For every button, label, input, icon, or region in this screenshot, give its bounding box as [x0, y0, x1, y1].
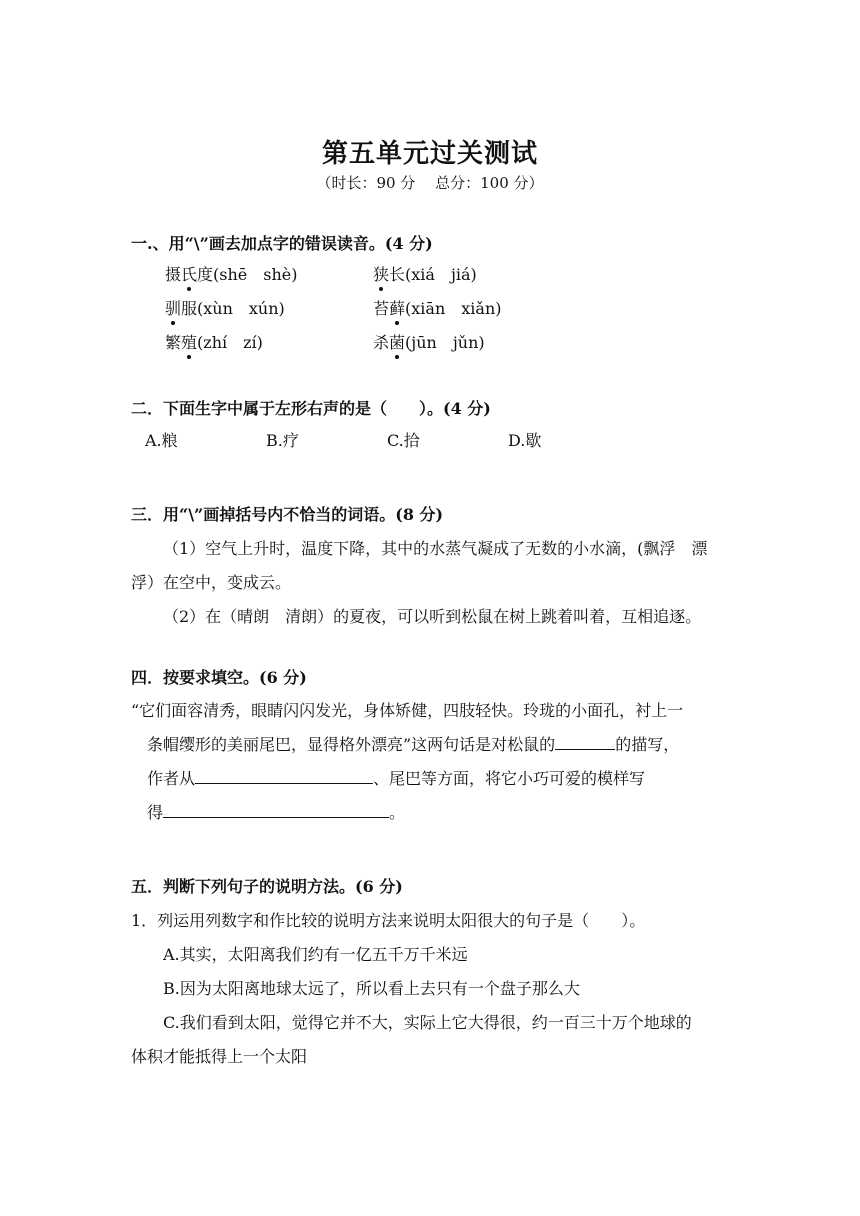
q4-line-3	[147, 766, 645, 789]
q1-item-1-post: 度(shē shè)	[197, 265, 298, 284]
q5-question-1-pre: 1．列运用列数字和作比较的说明方法来说明太阳很大的句子是（	[131, 911, 590, 930]
q5-option-c-line-2: 体积才能抵得上一个太阳	[131, 1047, 308, 1066]
q1-item-6-pre: 杀	[373, 333, 390, 352]
q4-line-4	[147, 800, 405, 823]
q2-option-b: B.疗	[266, 431, 299, 450]
q1-item-6-post: (jūn jǔn)	[405, 333, 485, 352]
q3-line-3: （2）在（晴朗 清朗）的夏夜，可以听到松鼠在树上跳着叫着，互相追逐。	[163, 607, 702, 626]
q4-line-1: “它们面容清秀，眼睛闪闪发光，身体矫健，四肢轻快。玲珑的小面孔，衬上一	[131, 701, 684, 720]
q1-item-5	[165, 330, 263, 353]
q2-option-c: C.拾	[387, 431, 420, 450]
section-4-heading: 四．按要求填空。(6 分)	[131, 668, 307, 687]
section-2-heading	[131, 396, 491, 419]
q4-line-2-pre: 条帽缨形的美丽尾巴，显得格外漂亮”这两句话是对松鼠的	[147, 735, 556, 754]
q1-item-5-post: (zhí zí)	[197, 333, 263, 352]
q5-option-a: A.其实，太阳离我们约有一亿五千万千米远	[163, 945, 468, 964]
q4-line-3-pre: 作者从	[147, 769, 196, 788]
q1-item-5-dotted-char: 殖	[181, 330, 197, 353]
fill-blank-3[interactable]	[163, 801, 389, 818]
section-2-heading-pre: 二．下面生字中属于左形右声的是（	[131, 399, 388, 418]
q4-line-2	[147, 732, 679, 755]
q1-item-4-dotted-char: 藓	[389, 296, 405, 319]
q3-line-2: 浮）在空中，变成云。	[131, 573, 292, 592]
section-3-heading: 三．用“\”画掉括号内不恰当的词语。(8 分)	[131, 505, 444, 524]
q1-item-4-pre: 苔	[373, 299, 390, 318]
q1-item-1-pre: 摄	[165, 265, 182, 284]
q5-question-1-post: ）。	[621, 911, 646, 930]
page-subtitle: （时长：90 分 总分：100 分）	[316, 174, 544, 192]
section-1-heading: 一.、用“\”画去加点字的错误读音。(4 分)	[131, 234, 433, 253]
q4-line-2-post: 的描写，	[615, 735, 680, 754]
q2-option-d: D.歇	[508, 431, 542, 450]
q1-item-5-pre: 繁	[165, 333, 182, 352]
q4-line-4-pre: 得	[147, 803, 164, 822]
q1-item-1	[165, 262, 298, 285]
q1-item-6	[373, 330, 485, 353]
q1-item-2-dotted-char: 狭	[373, 262, 389, 285]
q5-option-c-line-1: C.我们看到太阳，觉得它并不大，实际上它大得很，约一百三十万个地球的	[163, 1013, 692, 1032]
q1-item-3-post: 服(xùn xún)	[181, 299, 285, 318]
q1-item-3	[165, 296, 285, 319]
section-5-heading: 五．判断下列句子的说明方法。(6 分)	[131, 877, 403, 896]
q4-line-3-post: 、尾巴等方面，将它小巧可爱的模样写	[373, 769, 646, 788]
section-2-heading-post: ）。(4 分)	[419, 399, 491, 418]
q3-line-1: （1）空气上升时，温度下降，其中的水蒸气凝成了无数的小水滴，(飘浮 漂	[163, 539, 708, 558]
q1-item-2-post: 长(xiá jiá)	[389, 265, 477, 284]
q1-item-3-dotted-char: 驯	[165, 296, 181, 319]
q4-line-4-post: 。	[389, 803, 406, 822]
q1-item-2	[373, 262, 477, 285]
fill-blank-1[interactable]	[555, 733, 615, 750]
fill-blank-2[interactable]	[195, 767, 373, 784]
q5-question-1	[131, 908, 645, 931]
page-title: 第五单元过关测试	[321, 139, 538, 169]
q1-item-1-dotted-char: 氏	[181, 262, 197, 285]
q2-option-a: A.粮	[145, 431, 178, 450]
q1-item-4-post: (xiān xiǎn)	[405, 299, 502, 318]
q5-option-b: B.因为太阳离地球太远了，所以看上去只有一个盘子那么大	[163, 979, 580, 998]
q1-item-6-dotted-char: 菌	[389, 330, 405, 353]
q1-item-4	[373, 296, 502, 319]
